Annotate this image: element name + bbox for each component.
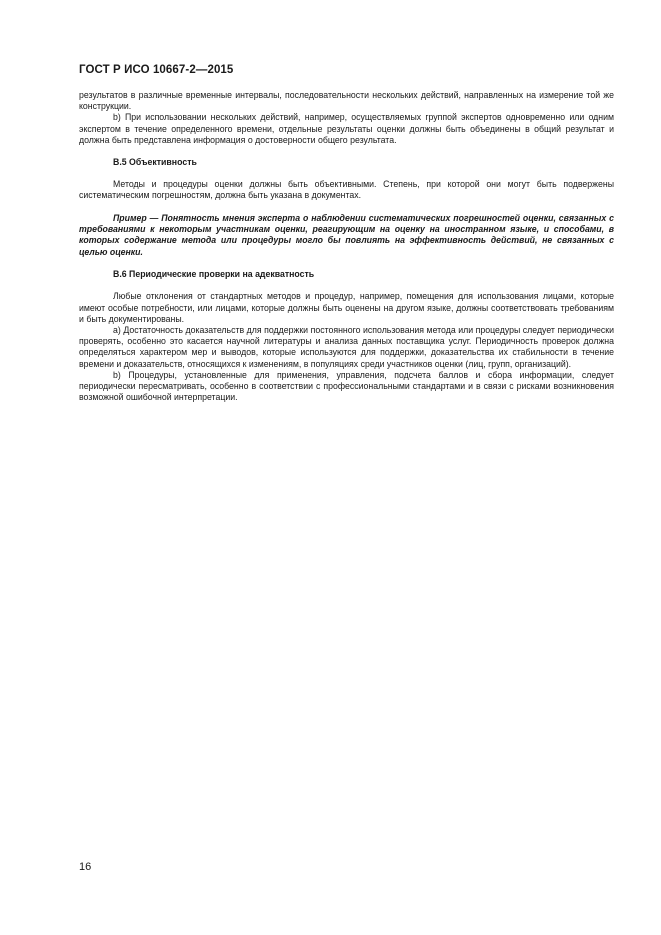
paragraph-b6-item-b: b) Процедуры, установленные для применения, управления, подсчета баллов и сбора информации, следует периодически пересматривать, особенно в соответствии с профессиональными стандартами и в связи с рисками возникновения возможной ошибочной интерпретации. [79,369,614,403]
paragraph-b5: Методы и процедуры оценки должны быть объективными. Степень, при которой они могут быть подвержены систематическим погрешностям, должна быть указана в документах. [79,179,614,201]
paragraph-b6: Любые отклонения от стандартных методов и процедур, например, помещения для использования лицами, которые имеют особые потребности, или лицами, которые должны быть оценены на другом языке, должны соответствовать требованиям и быть документированы. [79,291,614,324]
paragraph-b6-item-a: a) Достаточность доказательств для поддержки постоянного использования метода или процедуры следует периодически проверять, особенно это касается научной литературы и анализа данных поставщика услуг. Периодичность проверок должна определяться характером мер и выводов, которые используются для поддержки, доказательства их стабильности в течение времени и доказательств, относящихся к изменениям, в популяциях среди участников оценки (лиц, групп, организаций). [79,325,614,369]
paragraph-continuation: результатов в различные временные интервалы, последовательности нескольких действий, направленных на измерение той же конструкции. [79,90,614,112]
example-note: Пример — Понятность мнения эксперта о наблюдении систематических погрешностей оценки, связанных с требованиями к некоторым участникам оценки, реагирующим на оценку на иностранном языке, и способами, в которых содержание метода или процедуры могло бы повлиять на эффективность действий, не связанных с целью оценки. [79,212,614,257]
document-body [79,90,614,403]
section-heading-b6: B.6 Периодические проверки на адекватность [113,269,315,280]
section-heading-b5: B.5 Объективность [113,157,197,168]
page-number: 16 [79,861,92,873]
document-header: ГОСТ Р ИСО 10667-2—2015 [79,64,234,76]
paragraph-item-b: b) При использовании нескольких действий, например, осуществляемых группой экспертов одновременно или одним экспертом в течение определенного времени, отдельные результаты оценки должны быть объединены в общий результат и должна быть представлена информация о достоверности общего результата. [79,112,614,145]
